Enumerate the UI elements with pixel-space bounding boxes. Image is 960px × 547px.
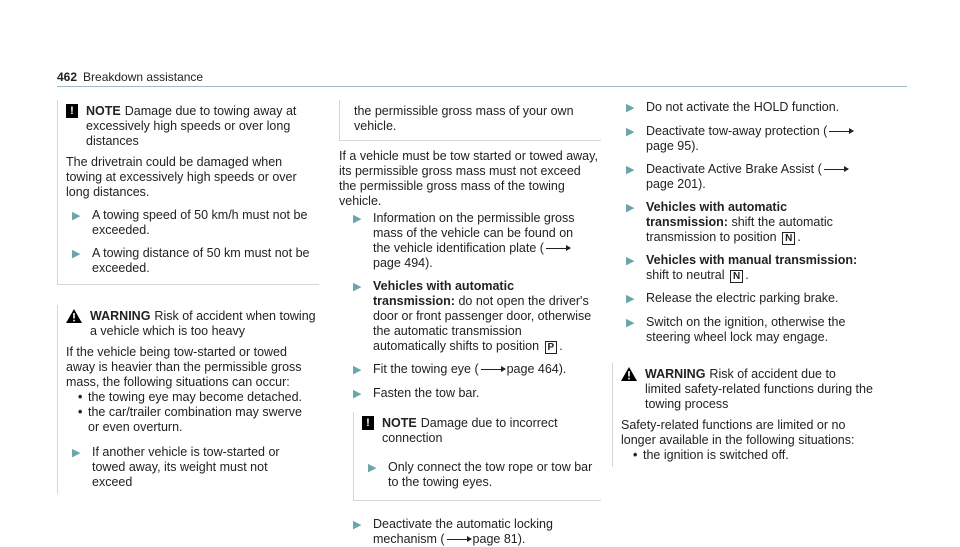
page-reference-arrow-icon: [447, 539, 471, 540]
warning-body: Safety-related functions are limited or no longer available in the following situations:: [621, 418, 855, 447]
page-link[interactable]: page 95: [646, 139, 692, 153]
note-box-incorrect-connection: [353, 412, 601, 501]
bullet-icon: •: [633, 448, 638, 462]
step-item: ▶ Fit the towing eye ( page 464).: [353, 362, 567, 376]
bullet-item: • the ignition is switched off.: [633, 448, 789, 462]
step-arrow-icon: ▶: [626, 255, 635, 267]
column-3: [612, 100, 874, 467]
page-reference-arrow-icon: [481, 369, 505, 370]
bullet-item: • the car/trailer combination may swerve or even overturn.: [78, 405, 302, 434]
page-link[interactable]: page 464: [506, 362, 559, 376]
continued-text: the permissible gross mass of your own vehicle.: [354, 104, 574, 133]
warning-heading: [613, 363, 874, 412]
step-arrow-icon: ▶: [626, 102, 635, 114]
step-item: ▶ Vehicles with automatic transmission: do not open the driver's door or front passenger door, otherwise the automatic transmission automatically shifts to position P .: [353, 279, 592, 353]
step-item: ▶ Switch on the ignition, otherwise the steering wheel lock may engage.: [626, 315, 846, 344]
note-heading: [58, 100, 319, 149]
warning-title: Risk of accident when towing a vehicle which is too heavy: [90, 309, 316, 338]
step-item: ▶ Vehicles with manual transmission: shift to neutral N .: [626, 253, 858, 282]
exclamation-icon: !: [66, 104, 78, 118]
warning-continuation: [339, 100, 601, 141]
page-reference-arrow-icon: [546, 248, 570, 249]
warning-title: Risk of accident due to limited safety-related functions during the towing process: [645, 367, 873, 411]
step-arrow-icon: ▶: [626, 317, 635, 329]
step-item: ▶ Deactivate Active Brake Assist (page 201).: [612, 162, 874, 192]
step-arrow-icon: ▶: [626, 293, 635, 305]
step-arrow-icon: ▶: [353, 281, 362, 293]
note-box-towing-speed: [57, 100, 319, 285]
warning-body: If the vehicle being tow-started or towed away is heavier than the permissible gross mass, the following situations can occur:: [66, 345, 302, 389]
note-title: Damage due to incorrect connection: [382, 416, 558, 445]
step-arrow-icon: ▶: [626, 126, 635, 138]
bullet-icon: •: [78, 405, 83, 419]
step-arrow-icon: ▶: [626, 202, 635, 214]
intro-paragraph: If a vehicle must be tow started or towed away, its permissible gross mass must not exceed the permissible gross mass of the towing vehicle.: [339, 149, 598, 208]
step-item: ▶ Deactivate the automatic locking mechanism ( page 81).: [353, 517, 553, 546]
page-title: Breakdown assistance: [83, 70, 204, 84]
step-arrow-icon: ▶: [72, 248, 81, 260]
warning-label: WARNING: [90, 309, 151, 323]
step-arrow-icon: ▶: [353, 213, 362, 225]
bullet-icon: •: [78, 390, 83, 404]
step-item: ▶ Release the electric parking brake.: [626, 291, 839, 305]
warning-triangle-icon: [621, 367, 637, 381]
gear-n-icon: N: [730, 270, 743, 283]
page-reference-arrow-icon: [829, 131, 853, 132]
gear-p-icon: P: [545, 341, 558, 354]
note-label: NOTE: [86, 104, 121, 118]
step-arrow-icon: ▶: [353, 519, 362, 531]
page-number: 462: [57, 70, 78, 84]
column-2: [339, 100, 601, 547]
step-arrow-icon: ▶: [72, 447, 81, 459]
step-arrow-icon: ▶: [353, 364, 362, 376]
page-link[interactable]: page 201: [646, 177, 699, 191]
step-item: ▶ If another vehicle is tow-started or towed away, its weight must not exceed: [72, 445, 280, 489]
step-item: ▶ Do not activate the HOLD function.: [626, 100, 840, 114]
step-item: ▶ A towing speed of 50 km/h must not be exceeded.: [72, 208, 308, 237]
gear-n-icon: N: [782, 232, 795, 245]
step-item: ▶ A towing distance of 50 km must not be exceeded.: [72, 246, 310, 275]
page-header: [57, 70, 203, 84]
step-item: ▶ Information on the permissible gross mass of the vehicle can be found on the vehicle identification plate (page 494).: [353, 211, 575, 270]
column-1: [57, 100, 319, 494]
warning-box-limited-functions: [612, 363, 874, 467]
step-item: ▶ Fasten the tow bar.: [353, 386, 480, 400]
note-label: NOTE: [382, 416, 417, 430]
step-arrow-icon: ▶: [353, 388, 362, 400]
page-link[interactable]: page 494: [373, 256, 426, 270]
note-heading: [354, 412, 601, 446]
step-item: ▶ Vehicles with automatic transmission: shift the automatic transmission to position N .: [626, 200, 833, 244]
note-body: The drivetrain could be damaged when towing at excessively high speeds or over long distances.: [66, 155, 297, 199]
step-item: ▶ Only connect the tow rope or tow bar to the towing eyes.: [368, 460, 593, 489]
warning-heading: [58, 305, 319, 339]
bullet-item: • the towing eye may become detached.: [78, 390, 303, 404]
page-reference-arrow-icon: [824, 169, 848, 170]
exclamation-icon: !: [362, 416, 374, 430]
step-item: ▶ Deactivate tow-away protection (page 95).: [612, 124, 874, 154]
warning-box-heavy-vehicle: [57, 305, 319, 494]
header-divider: [57, 86, 907, 87]
note-title: Damage due to towing away at excessively high speeds or over long distances: [86, 104, 297, 148]
warning-label: WARNING: [645, 367, 706, 381]
warning-triangle-icon: [66, 309, 82, 323]
step-arrow-icon: ▶: [368, 462, 377, 474]
step-arrow-icon: ▶: [626, 164, 635, 176]
step-arrow-icon: ▶: [72, 210, 81, 222]
page-link[interactable]: page 81: [472, 532, 518, 546]
